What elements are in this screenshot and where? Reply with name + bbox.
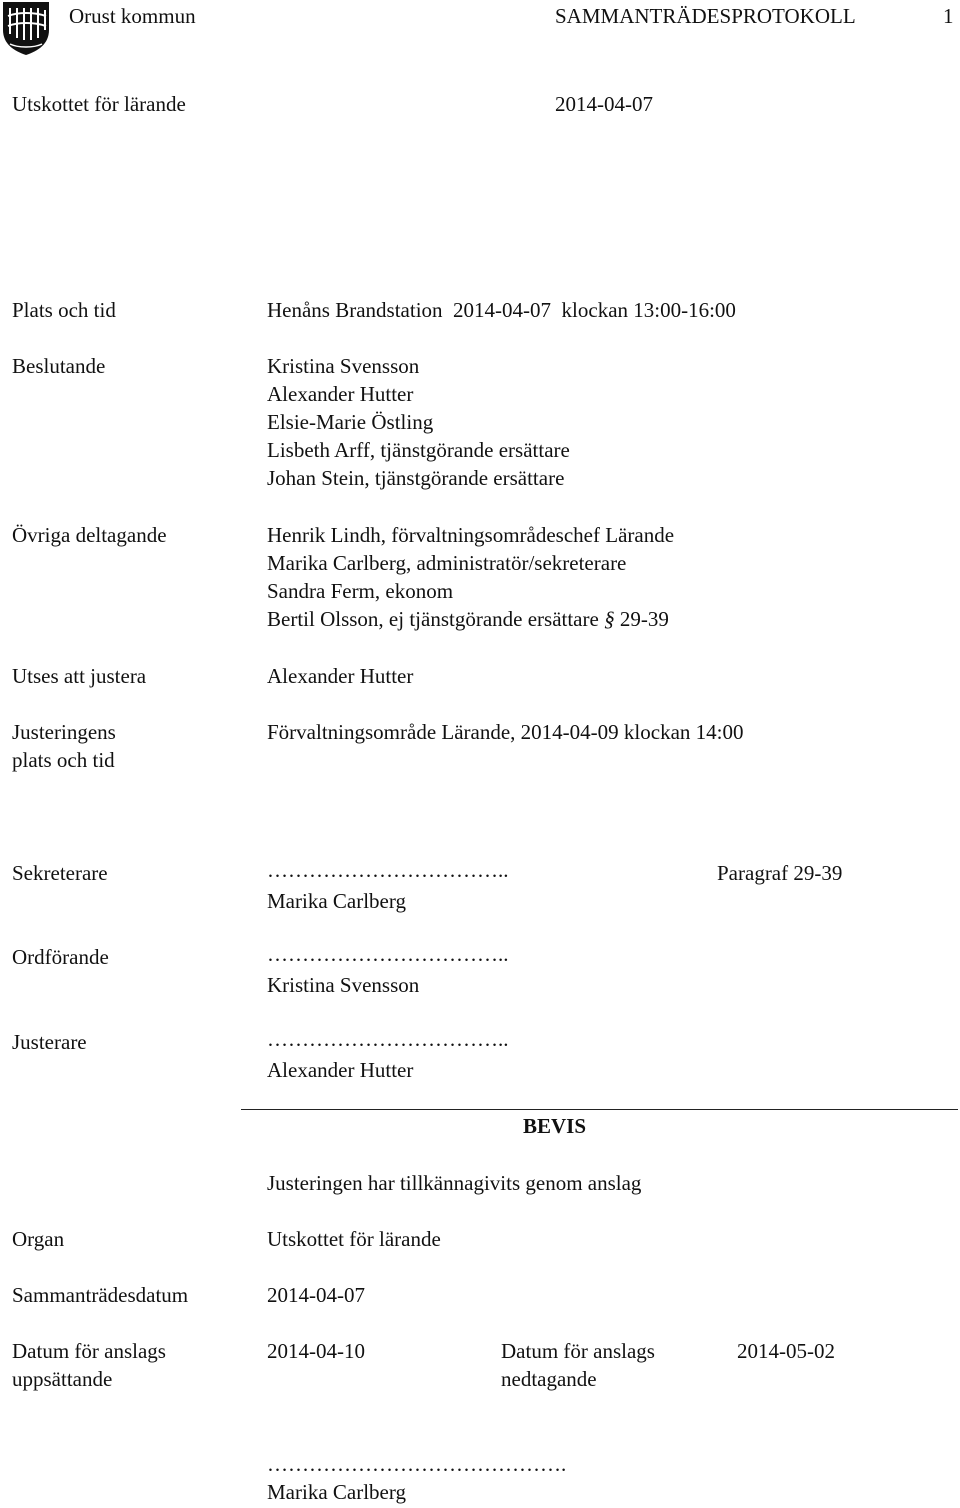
- deciding-list: [267, 352, 570, 492]
- others-list: [267, 521, 674, 633]
- deciding-member: Alexander Hutter: [267, 382, 414, 406]
- footer-signature-line: …………………………………….: [267, 1452, 567, 1476]
- committee-name: Utskottet för lärande: [12, 92, 186, 116]
- removed-date-label-line: nedtagande: [501, 1367, 597, 1391]
- meeting-date-value: 2014-04-07: [267, 1283, 365, 1307]
- adjust-place-label-line: Justeringens: [12, 720, 116, 744]
- other-participant-paragraphs: 29-39: [619, 607, 669, 631]
- place-value: Henåns Brandstation 2014-04-07 klockan 13:00-16:00: [267, 298, 736, 322]
- secretary-label: Sekreterare: [12, 861, 108, 885]
- bevis-divider: [241, 1109, 958, 1110]
- page-number: 1: [943, 4, 954, 28]
- deciding-member: Elsie-Marie Östling: [267, 410, 434, 434]
- posted-date-label-line: uppsättande: [12, 1367, 113, 1391]
- adjuster-signature-line: ……………………………..: [267, 1027, 509, 1051]
- other-participant: Marika Carlberg, administratör/sekreterare: [267, 551, 627, 575]
- paragraph-range: Paragraf 29-39: [717, 861, 843, 885]
- other-participant-name: Bertil Olsson, ej tjänstgörande ersättare: [267, 607, 599, 631]
- bevis-title: BEVIS: [523, 1114, 587, 1138]
- removed-date-label: [501, 1337, 655, 1393]
- chair-signature-line: ……………………………..: [267, 942, 509, 966]
- adjust-place-value: Förvaltningsområde Lärande, 2014-04-09 klockan 14:00: [267, 720, 744, 744]
- secretary-signature-line: ……………………………..: [267, 858, 509, 882]
- secretary-name: Marika Carlberg: [267, 889, 406, 913]
- organ-label: Organ: [12, 1227, 65, 1251]
- adjuster-signature-label: Justerare: [12, 1030, 87, 1054]
- meeting-date-label: Sammanträdesdatum: [12, 1283, 189, 1307]
- deciding-member: Lisbeth Arff, tjänstgörande ersättare: [267, 438, 570, 462]
- posted-date-label-line: Datum för anslags: [12, 1339, 166, 1363]
- adjuster-name: Alexander Hutter: [267, 664, 414, 688]
- other-participant: [267, 605, 674, 633]
- adjuster-label: Utses att justera: [12, 664, 147, 688]
- other-participant: Sandra Ferm, ekonom: [267, 579, 454, 603]
- chair-label: Ordförande: [12, 945, 109, 969]
- deciding-member: Kristina Svensson: [267, 354, 420, 378]
- adjuster-signature-name: Alexander Hutter: [267, 1058, 414, 1082]
- deciding-member: Johan Stein, tjänstgörande ersättare: [267, 466, 565, 490]
- removed-date-value: 2014-05-02: [737, 1339, 835, 1363]
- document-type: SAMMANTRÄDESPROTOKOLL: [555, 4, 856, 28]
- posted-date-label: [12, 1337, 166, 1393]
- municipality-name: Orust kommun: [69, 4, 196, 28]
- organ-value: Utskottet för lärande: [267, 1227, 441, 1251]
- place-label: Plats och tid: [12, 298, 116, 322]
- removed-date-label-line: Datum för anslags: [501, 1339, 655, 1363]
- adjust-place-label: [12, 718, 116, 774]
- other-participant: Henrik Lindh, förvaltningsområdeschef Lärande: [267, 523, 675, 547]
- section-sign: §: [604, 607, 615, 631]
- chair-name: Kristina Svensson: [267, 973, 420, 997]
- adjust-place-label-line: plats och tid: [12, 748, 115, 772]
- bevis-statement: Justeringen har tillkännagivits genom anslag: [267, 1171, 642, 1195]
- municipality-coat-of-arms-logo: [0, 0, 52, 56]
- protocol-date: 2014-04-07: [555, 92, 653, 116]
- deciding-label: Beslutande: [12, 354, 106, 378]
- others-label: Övriga deltagande: [12, 523, 167, 547]
- posted-date-value: 2014-04-10: [267, 1339, 365, 1363]
- footer-signer-name: Marika Carlberg: [267, 1480, 406, 1504]
